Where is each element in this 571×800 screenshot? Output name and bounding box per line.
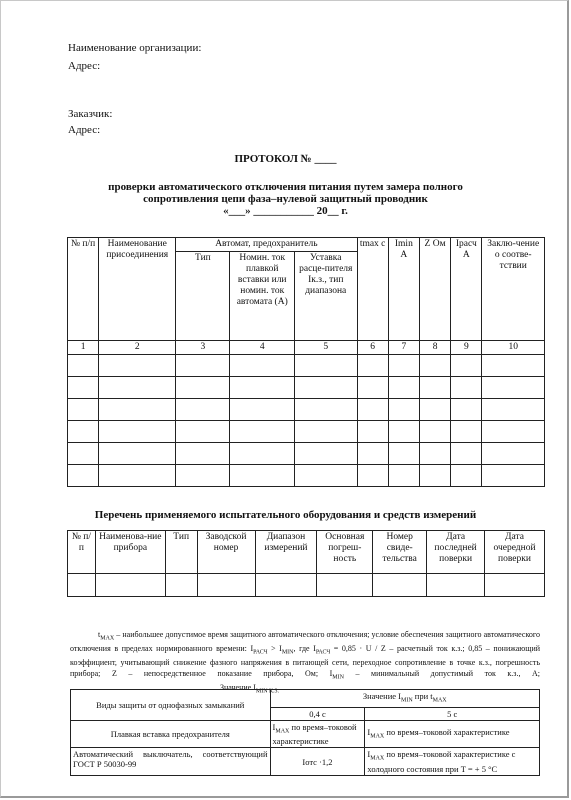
prot-fuse-5s: $I_{MAX}$ по время–токовой характеристике bbox=[365, 720, 540, 748]
col-number: 8 bbox=[419, 341, 450, 355]
eq-header-serial: Заводской номер bbox=[197, 531, 255, 574]
col-number: 6 bbox=[357, 341, 388, 355]
col-number: 1 bbox=[68, 341, 99, 355]
table-row bbox=[68, 355, 545, 377]
table-row bbox=[68, 399, 545, 421]
col-number: 4 bbox=[230, 341, 295, 355]
header-nominal-current: Номин. ток плавкой вставки или номин. ток автомата (А) bbox=[230, 252, 295, 341]
prot-fuse-04s: $I_{MAX}$ по время–токовой характеристике bbox=[270, 720, 365, 748]
col-number: 5 bbox=[295, 341, 357, 355]
equipment-table bbox=[67, 530, 545, 597]
prot-header-04s: 0,4 с bbox=[270, 707, 365, 720]
eq-header-type: Тип bbox=[165, 531, 197, 574]
protocol-subtitle-2: сопротивления цепи фаза–нулевой защитный проводник bbox=[143, 193, 428, 205]
prot-header-value: Значение $I_{MIN}$ при $t_{MAX}$ bbox=[270, 690, 539, 708]
equipment-title: Перечень применяемого испытательного оборудования и средств измерений bbox=[94, 509, 477, 521]
customer-address-label: Адрес: bbox=[68, 124, 101, 136]
prot-header-5s: 5 с bbox=[365, 707, 540, 720]
eq-header-next-check: Дата очередной поверки bbox=[485, 531, 545, 574]
org-name-label: Наименование организации: bbox=[68, 42, 202, 54]
col-number: 7 bbox=[388, 341, 419, 355]
col-number: 3 bbox=[176, 341, 230, 355]
table-row bbox=[68, 377, 545, 399]
prot-header-kinds: Виды защиты от однофазных замыканий bbox=[71, 690, 271, 721]
header-num: № п/п bbox=[68, 238, 99, 341]
protocol-subtitle-1: проверки автоматического отключения питания путем замера полного bbox=[108, 181, 463, 193]
header-z: Z Ом bbox=[419, 238, 450, 341]
eq-header-num: № п/п bbox=[68, 531, 96, 574]
column-number-row bbox=[68, 341, 545, 355]
org-address-label: Адрес: bbox=[68, 60, 101, 72]
header-icalc: Iрасч А bbox=[451, 238, 482, 341]
protection-table bbox=[70, 689, 540, 776]
table-row bbox=[68, 421, 545, 443]
header-breaker-group: Автомат, предохранитель bbox=[176, 238, 357, 252]
header-tmax: tmax с bbox=[357, 238, 388, 341]
eq-header-last-check: Дата последней поверки bbox=[427, 531, 485, 574]
prot-breaker-04s: Iотс ·1,2 bbox=[270, 748, 365, 776]
protocol-date-line: «___» ___________ 20__ г. bbox=[223, 205, 348, 217]
prot-breaker-5s: $I_{MAX}$ по время–токовой характеристике с холодного состояния при T = + 5 °C bbox=[365, 748, 540, 776]
header-type: Тип bbox=[176, 252, 230, 341]
eq-header-range: Диапазон измерений bbox=[255, 531, 317, 574]
col-number: 2 bbox=[99, 341, 176, 355]
table-row bbox=[68, 443, 545, 465]
notes-paragraph: $t_{MAX}$ – наибольшее допустимое время защитного автоматического отключения; условие обеспечения защитного автоматического отключения в пределах нормированного времени: $I_{РАСЧ} > I_{MIN}$, где $I_{РАСЧ} = 0,85 \cdot U / Z$ – расчетный ток к.з.; 0,85 – понижающий коэффициент, учитывающий снижение фазного напряжения в питающей сети, переходное сопротивление в точке к.з., погрешность прибора; Z – непосредственное показание прибора, Ом; $I_{MIN}$ – минимальный допустимый ток к.з., А; Значение $I_{MIN К.З.}$ bbox=[70, 630, 541, 695]
protocol-title: ПРОТОКОЛ № ____ bbox=[234, 153, 337, 165]
customer-label: Заказчик: bbox=[68, 108, 113, 120]
table-row bbox=[68, 574, 545, 597]
prot-row-breaker: Автоматический выключатель, соответствующий ГОСТ Р 50030-99 bbox=[71, 748, 271, 776]
eq-header-device-name: Наименова-ние прибора bbox=[95, 531, 165, 574]
col-number: 10 bbox=[482, 341, 545, 355]
header-trip-setting: Уставка расце-пителя Iк.з., тип диапазона bbox=[295, 252, 357, 341]
eq-header-error: Основная погреш-ность bbox=[317, 531, 373, 574]
col-number: 9 bbox=[451, 341, 482, 355]
header-imin: Imin А bbox=[388, 238, 419, 341]
table-row bbox=[68, 465, 545, 487]
eq-header-certificate: Номер свиде-тельства bbox=[373, 531, 427, 574]
header-connection-name: Наименование присоединения bbox=[99, 238, 176, 341]
prot-row-fuse: Плавкая вставка предохранителя bbox=[71, 720, 271, 748]
measurement-table bbox=[67, 237, 545, 487]
header-conclusion: Заклю-чение о соотве-тствии bbox=[482, 238, 545, 341]
